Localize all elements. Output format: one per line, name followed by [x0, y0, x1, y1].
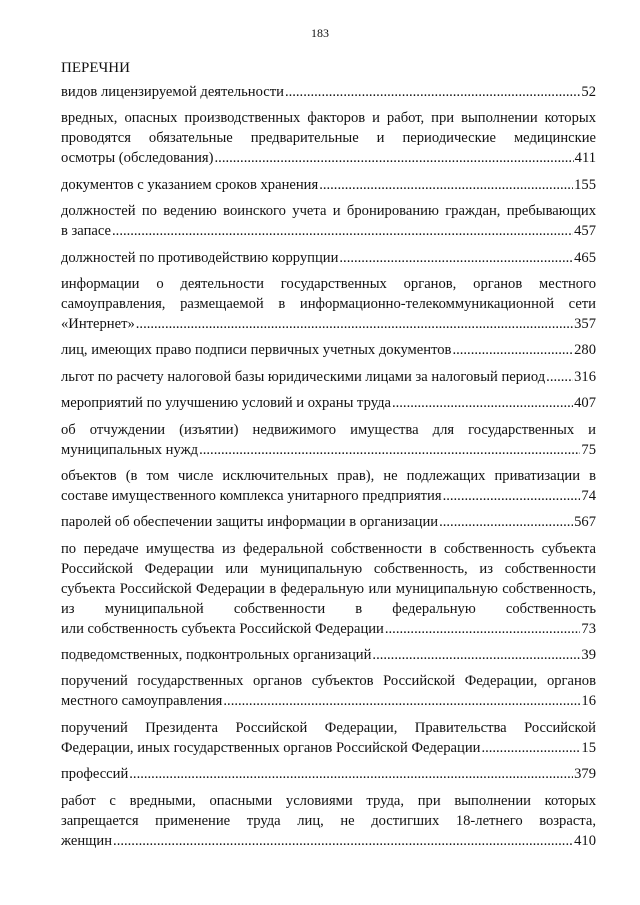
entry-title: местного самоуправления [61, 693, 223, 710]
entry-text: об отчуждении (изъятии) недвижимого имущества для государственных и [61, 421, 596, 438]
entry-text: вредных, опасных производственных факторов и работ, при выполнении которых проводятся обязательные предварительные и периодические медицинские [61, 110, 596, 147]
entry-title: Федерации, иных государственных органов Российской Федерации [61, 739, 481, 756]
entry-page-number: 407 [574, 395, 596, 412]
entry-last-line [61, 440, 596, 460]
entry-title: подведомственных, подконтрольных организаций [61, 647, 372, 664]
entry-page-number: 16 [581, 693, 596, 710]
entry-title: составе имущественного комплекса унитарного предприятия [61, 487, 442, 504]
entry-text: должностей по ведению воинского учета и бронированию граждан, пребывающих [61, 203, 596, 220]
entry-page-number: 457 [574, 223, 596, 240]
index-entry [61, 671, 596, 711]
entry-last-line [61, 764, 596, 784]
entry-last-line [61, 645, 596, 665]
entry-page-number: 567 [574, 514, 596, 531]
index-entry [61, 420, 596, 460]
index-entry [61, 645, 596, 665]
entry-text: поручений государственных органов субъектов Российской Федерации, органов [61, 673, 596, 690]
dot-leader [392, 393, 573, 413]
entry-page-number: 411 [574, 150, 596, 167]
entry-text: по передаче имущества из федеральной собственности в собственность субъекта Российской Федерации или муниципальную собственность, из собственности субъекта Российской Федерации в федеральную или муниципальную собственность, из муниципальной собственности в федеральную собственность [61, 540, 596, 617]
entry-title: осмотры (обследования) [61, 150, 214, 167]
dot-leader [136, 314, 573, 334]
entry-last-line [61, 831, 596, 851]
entry-title: муниципальных нужд [61, 441, 199, 458]
entry-text: информации о деятельности государственных органов, органов местного самоуправления, размещаемой в информационно-телекоммуникационной сети [61, 275, 596, 312]
dot-leader [372, 645, 580, 665]
entry-last-line [61, 148, 596, 168]
entry-last-line [61, 221, 596, 241]
entry-last-line [61, 82, 596, 102]
entry-last-line [61, 175, 596, 195]
index-entry [61, 466, 596, 506]
entry-last-line [61, 619, 596, 639]
list-heading: ПЕРЕЧНИ [61, 60, 130, 76]
index-entry [61, 82, 596, 102]
entry-last-line [61, 393, 596, 413]
entry-page-number: 73 [581, 620, 596, 637]
entry-page-number: 465 [574, 249, 596, 266]
entry-page-number: 280 [574, 342, 596, 359]
entry-last-line [61, 314, 596, 334]
index-entry [61, 108, 596, 168]
entry-title: документов с указанием сроков хранения [61, 176, 319, 193]
entry-title: или собственность субъекта Российской Федерации [61, 620, 384, 637]
entry-title: женщин [61, 832, 113, 849]
index-entry [61, 791, 596, 851]
dot-leader [223, 691, 580, 711]
index-entry [61, 340, 596, 360]
dot-leader [199, 440, 580, 460]
entry-last-line [61, 367, 596, 387]
entry-page-number: 357 [574, 315, 596, 332]
entry-page-number: 410 [574, 832, 596, 849]
entry-title: мероприятий по улучшению условий и охраны труда [61, 395, 391, 412]
dot-leader [319, 175, 573, 195]
entry-title: видов лицензируемой деятельности [61, 84, 284, 100]
dot-leader [546, 367, 573, 387]
index-entry [61, 764, 596, 784]
index-entry [61, 175, 596, 195]
entry-title: «Интернет» [61, 315, 135, 332]
dot-leader [112, 221, 573, 241]
entry-page-number: 15 [581, 739, 596, 756]
dot-leader [285, 82, 580, 102]
dot-leader [129, 764, 573, 784]
entry-last-line [61, 512, 596, 532]
index-entry [61, 393, 596, 413]
entry-page-number: 155 [574, 176, 596, 193]
dot-leader [481, 738, 580, 758]
entry-title: должностей по противодействию коррупции [61, 249, 339, 266]
entry-title: лиц, имеющих право подписи первичных учетных документов [61, 342, 452, 359]
index-entry [61, 248, 596, 268]
index-entry [61, 367, 596, 387]
entry-last-line [61, 691, 596, 711]
index-entries [61, 82, 596, 857]
entry-title: в запасе [61, 223, 112, 240]
entry-last-line [61, 486, 596, 506]
entry-title: паролей об обеспечении защиты информации в организации [61, 514, 439, 531]
index-entry [61, 201, 596, 241]
entry-title: профессий [61, 766, 129, 783]
dot-leader [443, 486, 581, 506]
index-entry [61, 274, 596, 334]
entry-page-number: 52 [581, 84, 596, 100]
page-number: 183 [311, 26, 329, 40]
entry-last-line [61, 340, 596, 360]
entry-last-line [61, 248, 596, 268]
dot-leader [339, 248, 573, 268]
entry-text: поручений Президента Российской Федерации, Правительства Российской [61, 719, 596, 736]
dot-leader [452, 340, 573, 360]
index-entry [61, 539, 596, 639]
dot-leader [113, 831, 573, 851]
entry-page-number: 75 [581, 441, 596, 458]
index-entry [61, 512, 596, 532]
entry-title: льгот по расчету налоговой базы юридическими лицами за налоговый период [61, 368, 546, 385]
entry-text: объектов (в том числе исключительных прав), не подлежащих приватизации в [61, 467, 596, 484]
entry-page-number: 74 [581, 487, 596, 504]
dot-leader [439, 512, 573, 532]
entry-page-number: 39 [581, 647, 596, 664]
entry-page-number: 316 [574, 368, 596, 385]
entry-page-number: 379 [574, 766, 596, 783]
dot-leader [215, 148, 574, 168]
entry-last-line [61, 738, 596, 758]
dot-leader [385, 619, 581, 639]
entry-text: работ с вредными, опасными условиями труда, при выполнении которых запрещается применение труда лиц, не достигших 18-летнего возраста, [61, 792, 596, 829]
index-entry [61, 718, 596, 758]
